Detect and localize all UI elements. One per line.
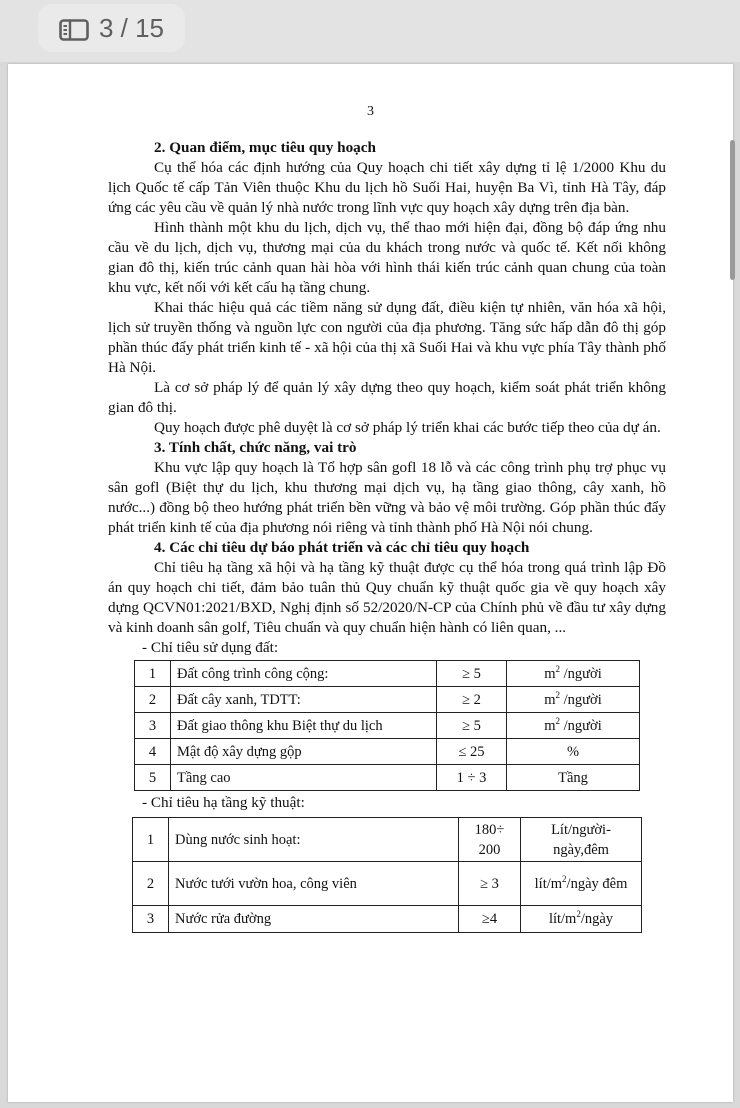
criterion-name: Mật độ xây dựng gộp	[171, 739, 437, 765]
criterion-value: 1 ÷ 3	[437, 765, 507, 791]
criterion-unit: Lít/người-ngày,đêm	[521, 818, 642, 862]
row-number: 5	[135, 765, 171, 791]
criterion-unit: $m^2$ /người	[507, 687, 640, 713]
criterion-name: Tầng cao	[171, 765, 437, 791]
page-indicator-button[interactable]	[38, 4, 185, 52]
infrastructure-label: - Chỉ tiêu hạ tầng kỹ thuật:	[142, 794, 305, 811]
paragraph: Quy hoạch được phê duyệt là cơ sở pháp lý triển khai các bước tiếp theo của dự án.	[154, 419, 661, 436]
criterion-name: Đất cây xanh, TDTT:	[171, 687, 437, 713]
section-heading-3: 3. Tính chất, chức năng, vai trò	[154, 439, 357, 456]
criterion-unit: $m^2$ /người	[507, 713, 640, 739]
criterion-value: ≥ 5	[437, 661, 507, 687]
table-row	[135, 765, 640, 791]
criterion-unit: $m^2$ /người	[507, 661, 640, 687]
row-number: 2	[135, 687, 171, 713]
criterion-name: Đất giao thông khu Biệt thự du lịch	[171, 713, 437, 739]
page-number: 3	[367, 104, 374, 119]
table-row	[135, 687, 640, 713]
row-number: 1	[135, 661, 171, 687]
page-content	[108, 138, 666, 933]
row-number: 4	[135, 739, 171, 765]
land-use-label: - Chỉ tiêu sử dụng đất:	[142, 639, 279, 656]
viewer-toolbar	[0, 0, 740, 62]
paragraph: Khai thác hiệu quả các tiềm năng sử dụng đất, điều kiện tự nhiên, văn hóa xã hội, lịch sử truyền thống và nguồn lực con người của địa phương. Tăng sức hấp dẫn đô thị góp phần thúc đẩy phát triển kinh tế - xã hội của thị xã Suối Hai và khu vực phía Tây thành phố Hà Nội.	[108, 299, 666, 376]
criterion-unit: %	[507, 739, 640, 765]
paragraph: Là cơ sở pháp lý để quản lý xây dựng theo quy hoạch, kiểm soát phát triển không gian đô thị.	[108, 379, 666, 416]
table-row	[135, 661, 640, 687]
paragraph: Hình thành một khu du lịch, dịch vụ, thể thao mới hiện đại, đồng bộ đáp ứng nhu cầu về du lịch, dịch vụ, thương mại của du khách trong nước và quốc tế. Kết nối không gian đô thị, kiến trúc cảnh quan hài hòa với hình thái kiến trúc cảnh quan chung của toàn khu vực, kết nối với kết cấu hạ tầng chung.	[108, 219, 666, 296]
row-number: 2	[133, 862, 169, 906]
table-row	[133, 906, 642, 933]
criterion-value: ≥4	[459, 906, 521, 933]
criterion-value: 180÷ 200	[459, 818, 521, 862]
criterion-value: ≥ 5	[437, 713, 507, 739]
criterion-value: ≥ 2	[437, 687, 507, 713]
row-number: 1	[133, 818, 169, 862]
paragraph: Cụ thể hóa các định hướng của Quy hoạch chi tiết xây dựng tỉ lệ 1/2000 Khu du lịch Quốc tế cấp Tản Viên thuộc Khu du lịch hồ Suối Hai, huyện Ba Vì, tỉnh Hà Tây, đáp ứng các yêu cầu về quản lý nhà nước trong lĩnh vực quy hoạch xây dựng trên địa bàn.	[108, 159, 666, 216]
criterion-value: ≤ 25	[437, 739, 507, 765]
criterion-name: Nước rửa đường	[169, 906, 459, 933]
table-row	[133, 818, 642, 862]
section-heading-4: 4. Các chỉ tiêu dự báo phát triển và các chỉ tiêu quy hoạch	[154, 539, 530, 556]
criterion-name: Nước tưới vườn hoa, công viên	[169, 862, 459, 906]
criterion-name: Đất công trình công cộng:	[171, 661, 437, 687]
criterion-unit: lít/$m^2$/ngày	[521, 906, 642, 933]
document-page	[8, 64, 733, 1102]
sidebar-toggle-icon[interactable]	[59, 17, 89, 39]
infrastructure-table	[132, 817, 642, 933]
paragraph: Khu vực lập quy hoạch là Tổ hợp sân gofl 18 lỗ và các công trình phụ trợ phục vụ sân gofl (Biệt thự du lịch, khu thương mại dịch vụ, hạ tầng giao thông, cây xanh, hồ nước...) đồng bộ theo hướng phát triển bền vững và bảo vệ môi trường. Góp phần thúc đẩy phát triển kinh tế của địa phương nói riêng và tỉnh thành phố Hà Nội nói chung.	[108, 459, 666, 536]
land-use-table	[134, 660, 640, 791]
criterion-unit: lít/$m^2$/ngày đêm	[521, 862, 642, 906]
page-indicator-text: 3 / 15	[98, 12, 165, 43]
criterion-name: Dùng nước sinh hoạt:	[169, 818, 459, 862]
criterion-unit: Tầng	[507, 765, 640, 791]
scrollbar[interactable]	[730, 140, 735, 280]
table-row	[133, 862, 642, 906]
row-number: 3	[135, 713, 171, 739]
paragraph: Chỉ tiêu hạ tầng xã hội và hạ tầng kỹ thuật được cụ thể hóa trong quá trình lập Đồ án quy hoạch chi tiết, đảm bảo tuân thủ Quy chuẩn kỹ thuật quốc gia về quy hoạch xây dựng QCVN01:2021/BXD, Nghị định số 52/2020/N-CP của Chính phủ về đầu tư xây dựng và kinh doanh sân golf, Tiêu chuẩn và quy chuẩn hiện hành có liên quan, ...	[108, 559, 666, 636]
table-row	[135, 713, 640, 739]
criterion-value: ≥ 3	[459, 862, 521, 906]
table-row	[135, 739, 640, 765]
section-heading-2: 2. Quan điểm, mục tiêu quy hoạch	[154, 139, 376, 156]
row-number: 3	[133, 906, 169, 933]
